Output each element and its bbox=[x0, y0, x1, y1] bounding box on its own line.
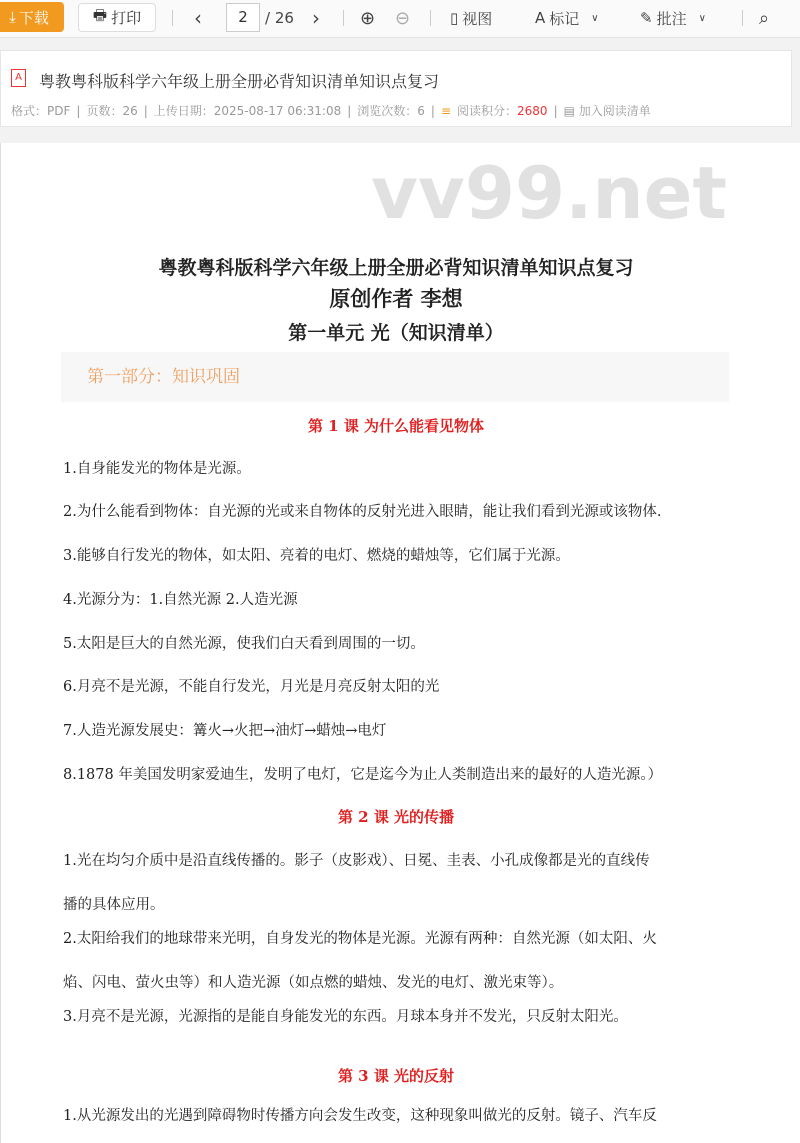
paragraph-line: 3.月亮不是光源，光源指的是能自身能发光的东西。月球本身并不发光，只反射太阳光。 bbox=[63, 1009, 628, 1025]
highlighter-icon: A bbox=[535, 9, 546, 27]
paragraph-line: 2.为什么能看到物体：自光源的光或来自物体的反射光进入眼睛，能让我们看到光源或该物体. bbox=[63, 504, 662, 520]
document-meta: 格式：PDF | 页数：26 | 上传日期：2025-08-17 06:31:08 | 浏览次数：6 | ≡ 阅读积分：2680 | ▤ 加入阅读清单 bbox=[11, 103, 651, 118]
paragraph-line: 焰、闪电、萤火虫等）和人造光源（如点燃的蜡烛、发光的电灯、激光束等）。 bbox=[63, 975, 564, 991]
divider bbox=[742, 10, 743, 26]
add-reading-list-button[interactable]: ▤ 加入阅读清单 bbox=[563, 104, 651, 118]
lesson-heading: 第 3 课 光的反射 bbox=[337, 1067, 455, 1085]
toolbar bbox=[0, 0, 800, 38]
search-icon[interactable]: ⌕ bbox=[759, 7, 770, 29]
paragraph-line: 1.光在均匀介质中是沿直线传播的。影子（皮影戏）、日冕、圭表、小孔成像都是光的直线传 bbox=[63, 853, 650, 869]
lesson-heading: 第 1 课 为什么能看见物体 bbox=[307, 417, 485, 435]
chevron-down-icon: ∨ bbox=[591, 12, 599, 24]
paragraph-line: 7.人造光源发展史：篝火→火把→油灯→蜡烛→电灯 bbox=[63, 723, 387, 739]
paragraph-line: 3.能够自行发光的物体，如太阳、亮着的电灯、燃烧的蜡烛等，它们属于光源。 bbox=[63, 548, 570, 564]
mark-button[interactable]: A 标记 ∨ bbox=[535, 9, 599, 28]
page-title: 粤教粤科版科学六年级上册全册必背知识清单知识点复习 bbox=[158, 257, 634, 279]
view-icon: ▯ bbox=[450, 9, 459, 27]
paragraph-line: 2.太阳给我们的地球带来光明，自身发光的物体是光源。光源有两种：自然光源（如太阳、火 bbox=[63, 931, 657, 947]
author-line: 原创作者 李想 bbox=[329, 286, 463, 311]
view-button[interactable]: ▯ 视图 bbox=[450, 9, 493, 28]
document-info bbox=[0, 50, 792, 127]
clipboard-icon: ▤ bbox=[563, 104, 575, 118]
zoom-out-icon[interactable]: ⊖ bbox=[395, 7, 411, 29]
divider bbox=[172, 10, 173, 26]
unit-title: 第一单元 光（知识清单） bbox=[288, 322, 504, 344]
annotate-button[interactable]: ✎ 批注 ∨ bbox=[640, 9, 706, 28]
paragraph-line: 8.1878 年美国发明家爱迪生，发明了电灯，它是迄今为止人类制造出来的最好的人造光源。） bbox=[63, 767, 663, 783]
download-icon: ⤓ bbox=[9, 8, 16, 26]
total-pages: / 26 bbox=[265, 9, 294, 27]
lesson-heading: 第 2 课 光的传播 bbox=[337, 808, 455, 826]
pdf-icon: A bbox=[11, 69, 26, 87]
coins-icon: ≡ bbox=[440, 103, 452, 118]
paragraph-line: 4.光源分为：1.自然光源 2.人造光源 bbox=[63, 592, 298, 608]
document-title: 粤教粤科版科学六年级上册全册必背知识清单知识点复习 bbox=[39, 72, 440, 91]
paragraph-line: 1.从光源发出的光遇到障碍物时传播方向会发生改变，这种现象叫做光的反射。镜子、汽车反 bbox=[63, 1108, 657, 1124]
section-heading: 第一部分：知识巩固 bbox=[61, 352, 729, 402]
chevron-down-icon: ∨ bbox=[698, 12, 706, 24]
paragraph-line: 1.自身能发光的物体是光源。 bbox=[63, 461, 251, 477]
next-page-button[interactable]: › bbox=[312, 6, 320, 30]
pdf-page bbox=[0, 143, 800, 1143]
divider bbox=[343, 10, 344, 26]
reading-points: 2680 bbox=[517, 104, 548, 118]
print-button[interactable]: 🖶 打印 bbox=[78, 3, 156, 32]
pen-icon: ✎ bbox=[640, 9, 653, 27]
zoom-in-icon[interactable]: ⊕ bbox=[360, 7, 376, 29]
paragraph-line: 6.月亮不是光源，不能自行发光，月光是月亮反射太阳的光 bbox=[63, 679, 440, 695]
download-button[interactable]: ⤓ 下载 bbox=[0, 2, 64, 32]
paragraph-line: 5.太阳是巨大的自然光源，使我们白天看到周围的一切。 bbox=[63, 636, 425, 652]
watermark: vv99.net bbox=[371, 151, 727, 235]
prev-page-button[interactable]: ‹ bbox=[194, 6, 202, 30]
page-number-input[interactable]: 2 bbox=[226, 3, 260, 32]
paragraph-line: 播的具体应用。 bbox=[63, 897, 165, 913]
printer-icon: 🖶 bbox=[92, 6, 108, 24]
divider bbox=[430, 10, 431, 26]
